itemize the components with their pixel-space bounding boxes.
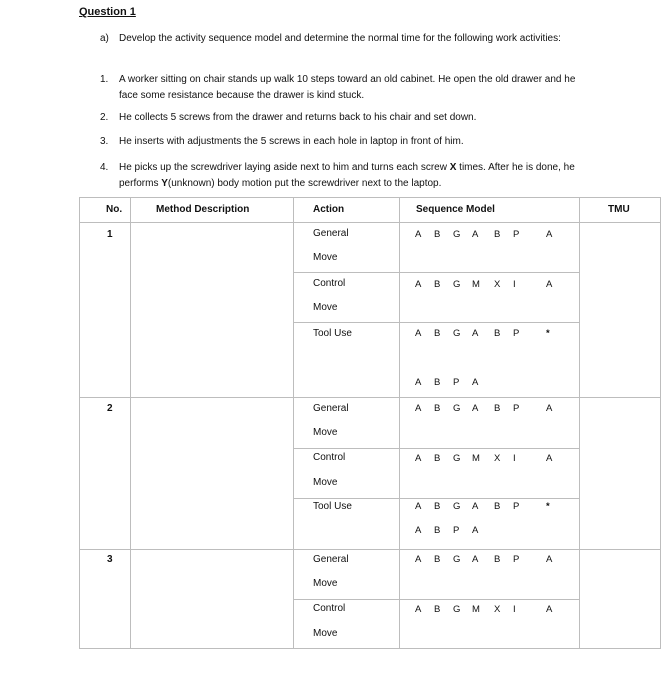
question-title: Question 1 — [79, 6, 136, 18]
sequence-tool-use — [415, 328, 565, 339]
seq-param: B — [434, 403, 441, 414]
table-subrow-divider — [293, 272, 579, 273]
seq-param: I — [513, 604, 516, 615]
table-subrow-divider — [293, 599, 579, 600]
action-move: Move — [313, 578, 338, 589]
sequence-general-move — [415, 403, 565, 414]
action-general: General — [313, 403, 349, 414]
question-label: a) — [100, 33, 109, 44]
seq-param: A — [472, 501, 479, 512]
seq-param: B — [434, 229, 441, 240]
seq-param: G — [453, 501, 461, 512]
seq-param: A — [415, 377, 422, 388]
activity-text: He collects 5 screws from the drawer and returns back to his chair and set down. — [119, 112, 477, 123]
seq-param: A — [472, 328, 479, 339]
sequence-general-move — [415, 554, 565, 565]
action-move: Move — [313, 302, 338, 313]
seq-param: I — [513, 279, 516, 290]
activity-text: He inserts with adjustments the 5 screws in each hole in laptop in front of him. — [119, 136, 464, 147]
seq-param: * — [546, 328, 550, 339]
seq-param: B — [494, 403, 501, 414]
table-row-divider — [80, 397, 660, 398]
seq-param: G — [453, 453, 461, 464]
seq-param: P — [513, 229, 520, 240]
sequence-control-move — [415, 279, 565, 290]
seq-param: B — [434, 279, 441, 290]
seq-param: X — [494, 453, 501, 464]
table-subrow-divider — [293, 498, 579, 499]
seq-param: P — [513, 554, 520, 565]
seq-param: A — [415, 525, 422, 536]
seq-param: M — [472, 279, 480, 290]
header-tmu: TMU — [608, 204, 630, 215]
seq-param: B — [434, 525, 441, 536]
seq-param: A — [546, 279, 553, 290]
action-tool-use: Tool Use — [313, 328, 352, 339]
activity-text: A worker sitting on chair stands up walk 10 steps toward an old cabinet. He open the old drawer and he face some resistance because the drawer is kind stuck. — [119, 74, 576, 101]
seq-param: M — [472, 453, 480, 464]
seq-param: A — [472, 525, 479, 536]
seq-param: A — [415, 328, 422, 339]
sequence-tool-use-return — [415, 525, 491, 536]
seq-param: G — [453, 403, 461, 414]
row-number: 2 — [107, 403, 113, 414]
seq-param: B — [494, 501, 501, 512]
seq-param: B — [434, 377, 441, 388]
action-general: General — [313, 554, 349, 565]
action-control: Control — [313, 278, 346, 289]
seq-param: G — [453, 554, 461, 565]
table-subrow-divider — [293, 448, 579, 449]
action-tool-use: Tool Use — [313, 501, 352, 512]
activity-text — [119, 160, 589, 192]
table-subrow-divider — [293, 322, 579, 323]
action-move: Move — [313, 252, 338, 263]
table-column-divider — [399, 198, 400, 648]
seq-param: P — [453, 525, 460, 536]
seq-param: B — [494, 328, 501, 339]
seq-param: A — [415, 279, 422, 290]
sequence-control-move — [415, 604, 565, 615]
action-move: Move — [313, 628, 338, 639]
seq-param: A — [546, 554, 553, 565]
seq-param: A — [415, 604, 422, 615]
action-control: Control — [313, 603, 346, 614]
table-header-divider — [80, 222, 660, 223]
question-text: Develop the activity sequence model and determine the normal time for the following work activities: — [119, 33, 561, 44]
seq-param: P — [513, 328, 520, 339]
header-no: No. — [106, 204, 123, 215]
activity-text-part: He picks up the screwdriver laying aside next to him and turns each screw — [119, 162, 450, 173]
seq-param: A — [472, 554, 479, 565]
seq-param: G — [453, 604, 461, 615]
seq-param: G — [453, 328, 461, 339]
seq-param: A — [472, 229, 479, 240]
row-number: 3 — [107, 554, 113, 565]
sequence-tool-use — [415, 501, 565, 512]
seq-param: M — [472, 604, 480, 615]
action-general: General — [313, 228, 349, 239]
table-column-divider — [130, 198, 131, 648]
action-move: Move — [313, 427, 338, 438]
seq-param: A — [472, 377, 479, 388]
sequence-tool-use-return — [415, 377, 491, 388]
seq-param: * — [546, 501, 550, 512]
action-move: Move — [313, 477, 338, 488]
activity-number: 4. — [100, 162, 109, 173]
header-action: Action — [313, 204, 345, 215]
row-number: 1 — [107, 229, 113, 240]
table-row-divider — [80, 549, 660, 550]
seq-param: P — [513, 501, 520, 512]
seq-param: A — [472, 403, 479, 414]
header-sequence-model: Sequence Model — [416, 204, 495, 215]
variable-x: X — [449, 162, 457, 173]
seq-param: B — [434, 501, 441, 512]
sequence-general-move — [415, 229, 565, 240]
table-column-divider — [293, 198, 294, 648]
seq-param: B — [434, 328, 441, 339]
header-method-description: Method Description — [156, 204, 250, 215]
seq-param: G — [453, 229, 461, 240]
activity-number: 2. — [100, 112, 109, 123]
seq-param: G — [453, 279, 461, 290]
seq-param: A — [415, 501, 422, 512]
sequence-control-move — [415, 453, 565, 464]
sequence-table — [79, 197, 661, 649]
seq-param: X — [494, 604, 501, 615]
seq-param: I — [513, 453, 516, 464]
seq-param: A — [415, 403, 422, 414]
seq-param: A — [415, 453, 422, 464]
table-column-divider — [579, 198, 580, 648]
activity-number: 1. — [100, 74, 109, 85]
seq-param: B — [494, 554, 501, 565]
seq-param: B — [494, 229, 501, 240]
variable-y: Y — [161, 178, 168, 189]
seq-param: A — [546, 229, 553, 240]
seq-param: B — [434, 554, 441, 565]
seq-param: P — [513, 403, 520, 414]
seq-param: B — [434, 453, 441, 464]
seq-param: A — [546, 403, 553, 414]
seq-param: P — [453, 377, 460, 388]
seq-param: A — [415, 554, 422, 565]
action-control: Control — [313, 452, 346, 463]
seq-param: A — [415, 229, 422, 240]
seq-param: A — [546, 604, 553, 615]
seq-param: A — [546, 453, 553, 464]
seq-param: X — [494, 279, 501, 290]
activity-text-part: (unknown) body motion put the screwdriver next to the laptop. — [167, 178, 442, 189]
activity-number: 3. — [100, 136, 109, 147]
seq-param: B — [434, 604, 441, 615]
activity-text-part: times. After he is done, he performs — [119, 162, 575, 189]
